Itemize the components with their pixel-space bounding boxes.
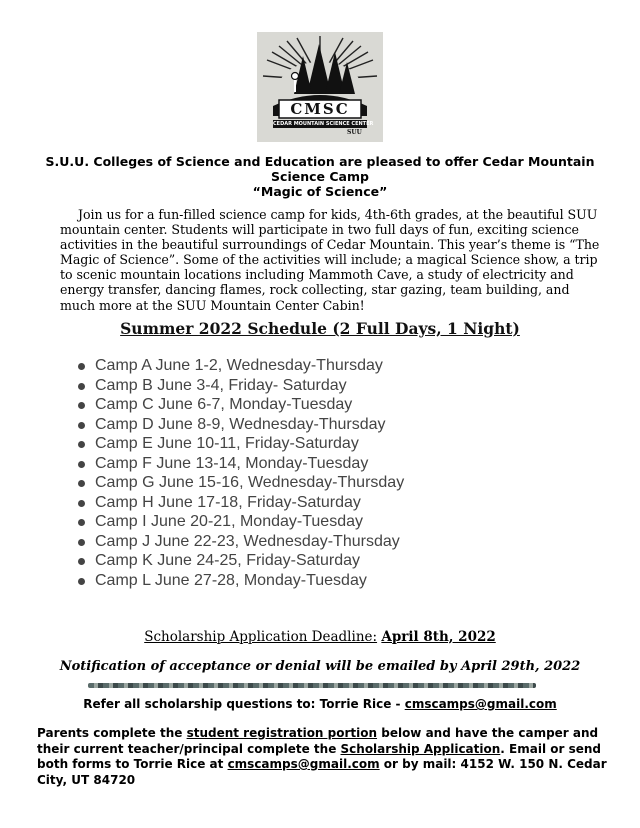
- camp-schedule-list: [76, 356, 596, 590]
- list-item: Camp H June 17-18, Friday-Saturday: [76, 493, 596, 513]
- parents-text-3: . Email or send both forms to Torrie Rice at: [37, 741, 601, 771]
- list-item: Camp D June 8-9, Wednesday-Thursday: [76, 415, 596, 435]
- questions-line: [40, 696, 600, 712]
- list-item: Camp I June 20-21, Monday-Tuesday: [76, 512, 596, 532]
- logo-sub: SUU: [347, 129, 362, 136]
- parents-text-4: or by mail: 4152 W. 150 N. Cedar City, UT 84720: [37, 757, 607, 787]
- list-item: Camp F June 13-14, Monday-Tuesday: [76, 454, 596, 474]
- list-item: Camp A June 1-2, Wednesday-Thursday: [76, 356, 596, 376]
- title-line-3: “Magic of Science”: [252, 184, 388, 199]
- schedule-heading: Summer 2022 Schedule (2 Full Days, 1 Night): [120, 319, 520, 338]
- parents-instructions: [37, 726, 609, 788]
- list-item: Camp B June 3-4, Friday- Saturday: [76, 376, 596, 396]
- list-item: Camp L June 27-28, Monday-Tuesday: [76, 571, 596, 591]
- notification-note: Notification of acceptance or denial will be emailed by April 29th, 2022: [59, 659, 581, 674]
- list-item: Camp C June 6-7, Monday-Tuesday: [76, 395, 596, 415]
- camp-logo: [257, 32, 383, 142]
- registration-portion-link[interactable]: student registration portion: [186, 726, 378, 740]
- title-block: [40, 154, 600, 199]
- parents-text-1: Parents complete the: [37, 726, 187, 740]
- list-item: Camp J June 22-23, Wednesday-Thursday: [76, 532, 596, 552]
- scholarship-deadline: [40, 628, 600, 646]
- decorative-divider: [88, 683, 536, 688]
- questions-email-link[interactable]: cmscamps@gmail.com: [404, 697, 557, 711]
- logo-caption: CEDAR MOUNTAIN SCIENCE CENTER: [273, 121, 374, 127]
- scholarship-application-link[interactable]: Scholarship Application: [340, 741, 501, 756]
- deadline-label: Scholarship Application Deadline:: [144, 629, 378, 645]
- parents-text-2: below and have the camper and their current teacher/principal complete the: [37, 726, 599, 756]
- title-line-1: S.U.U. Colleges of Science and Education are pleased to offer Cedar Mountain: [45, 154, 595, 169]
- title-line-2: Science Camp: [271, 169, 369, 184]
- list-item: Camp G June 15-16, Wednesday-Thursday: [76, 473, 596, 493]
- list-item: Camp K June 24-25, Friday-Saturday: [76, 551, 596, 571]
- logo-text: CMSC: [290, 100, 350, 118]
- intro-paragraph: Join us for a fun-filled science camp for kids, 4th-6th grades, at the beautiful SUU mountain center. Students will participate in two full days of fun, exciting science activities in the beautiful surroundings of Cedar Mountain. This year’s theme is “The Magic of Science”. Some of the activities will include; a magical Science show, a trip to scenic mountain locations including Mammoth Cave, a study of electricity and energy transfer, dancing flames, rock collecting, star gazing, team building, and much more at the SUU Mountain Center Cabin!: [60, 207, 600, 313]
- list-item: Camp E June 10-11, Friday-Saturday: [76, 434, 596, 454]
- parents-email-link[interactable]: cmscamps@gmail.com: [227, 757, 380, 771]
- questions-text: Refer all scholarship questions to: Torrie Rice -: [83, 697, 405, 711]
- deadline-date: April 8th, 2022: [381, 629, 496, 645]
